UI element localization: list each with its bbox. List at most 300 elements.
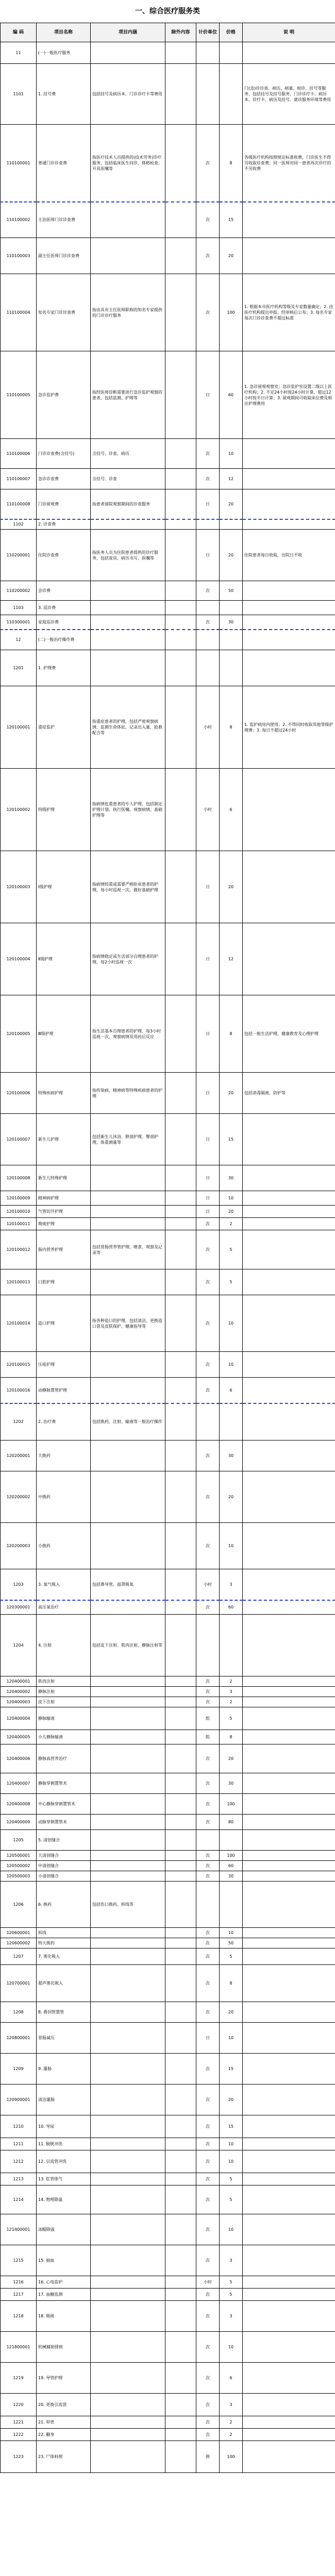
cell-unit: 次 [196, 1269, 220, 1295]
cell-unit: 次 [196, 2138, 220, 2150]
cell-name: 13. 肛管排气 [37, 2173, 91, 2185]
cell-exclusion [165, 2289, 196, 2301]
cell-name: 家庭巡诊费 [37, 615, 91, 630]
cell-content [91, 2332, 165, 2363]
cell-content [91, 630, 165, 650]
cell-note [243, 2023, 335, 2054]
cell-price: 8 [220, 1965, 243, 2002]
cell-price: 2 [220, 1218, 243, 1230]
table-row [1, 615, 335, 630]
table-row [1, 1523, 335, 1569]
cell-unit: 次 [196, 1871, 220, 1882]
cell-code: 120900001 [1, 2084, 37, 2115]
cell-price [220, 1830, 243, 1851]
cell-unit: 小时 [196, 2276, 220, 2289]
cell-exclusion [165, 923, 196, 995]
cell-unit: 次 [196, 2054, 220, 2084]
cell-note [243, 923, 335, 995]
cell-unit: 次 [196, 1794, 220, 1815]
cell-price: 5 [220, 2289, 243, 2301]
cell-unit: 日 [196, 489, 220, 519]
cell-exclusion [165, 1218, 196, 1230]
cell-code: 1203 [1, 1569, 37, 1600]
cell-code: 120100001 [1, 686, 37, 769]
cell-name: 16. 心电监护 [37, 2276, 91, 2289]
table-row [1, 64, 335, 125]
cell-name: 造口护理 [37, 1295, 91, 1352]
cell-exclusion [165, 2429, 196, 2441]
cell-price: 20 [220, 238, 243, 274]
cell-code: 110200002 [1, 581, 37, 601]
cell-note [243, 439, 335, 469]
cell-code: 110100003 [1, 238, 37, 274]
cell-name: 胃肠减压 [37, 2023, 91, 2054]
table-row [1, 2429, 335, 2441]
cell-content [91, 1471, 165, 1523]
cell-name: Ⅰ级护理 [37, 851, 91, 923]
cell-unit: 次 [196, 2245, 220, 2276]
cell-name: 21. 叩背 [37, 2416, 91, 2429]
cell-note [243, 1861, 335, 1871]
cell-note [243, 2416, 335, 2429]
cell-price [220, 1403, 243, 1440]
cell-name: 机械辅助排痰 [37, 2332, 91, 2363]
cell-note [243, 1165, 335, 1191]
cell-exclusion [165, 351, 196, 439]
cell-note [243, 1815, 335, 1830]
cell-note [243, 1440, 335, 1471]
table-row [1, 2115, 335, 2138]
cell-exclusion [165, 1687, 196, 1697]
cell-code: 1220 [1, 2394, 37, 2416]
cell-code: 120100010 [1, 1206, 37, 1218]
cell-price: 3 [220, 2301, 243, 2332]
cell-price: 20 [220, 2084, 243, 2115]
cell-exclusion [165, 2276, 196, 2289]
cell-unit: 次 [196, 2173, 220, 2185]
cell-name: 1. 护理费 [37, 650, 91, 686]
cell-unit: 次 [196, 1230, 220, 1269]
cell-name: 中换药 [37, 1471, 91, 1523]
cell-unit: 次 [196, 238, 220, 274]
table-row [1, 2276, 335, 2289]
cell-content: 指病情稳定或生活部分自理患者的护理，每2小时巡视一次 [91, 923, 165, 995]
cell-code: 1219 [1, 2363, 37, 2394]
cell-note [243, 2429, 335, 2441]
cell-content [91, 2276, 165, 2289]
cell-content [91, 1744, 165, 1773]
cell-name: 精神病护理 [37, 1191, 91, 1206]
cell-exclusion [165, 2173, 196, 2185]
table-row [1, 42, 335, 64]
cell-code: 120500003 [1, 1871, 37, 1882]
cell-content [91, 1851, 165, 1861]
cell-exclusion [165, 1295, 196, 1352]
cell-exclusion [165, 2245, 196, 2276]
cell-code: 121800001 [1, 2332, 37, 2363]
cell-price: 2 [220, 2416, 243, 2429]
cell-price: 3 [220, 2394, 243, 2416]
cell-content [91, 1676, 165, 1687]
cell-exclusion [165, 1730, 196, 1744]
cell-exclusion [165, 1794, 196, 1815]
cell-unit: 次 [196, 1815, 220, 1830]
cell-content [91, 2441, 165, 2473]
cell-note [243, 1295, 335, 1352]
table-row [1, 1403, 335, 1440]
cell-exclusion [165, 1871, 196, 1882]
cell-price: 2 [220, 1676, 243, 1687]
cell-unit: 次 [196, 439, 220, 469]
cell-name: (一)一般医疗服务 [37, 42, 91, 64]
cell-note [243, 650, 335, 686]
cell-unit: 次 [196, 1600, 220, 1615]
cell-exclusion [165, 2185, 196, 2214]
cell-price: 10 [220, 1191, 243, 1206]
cell-price [220, 1615, 243, 1676]
cell-code: 120100014 [1, 1295, 37, 1352]
cell-content: 指经医师诊断需要进行急诊监护观察的患者，包括监测、护理等 [91, 351, 165, 439]
cell-unit: 日 [196, 995, 220, 1073]
cell-name: 大换药 [37, 1440, 91, 1471]
cell-exclusion [165, 1882, 196, 1928]
cell-exclusion [165, 581, 196, 601]
cell-content [91, 2084, 165, 2115]
cell-note [243, 2214, 335, 2245]
cell-code: 120100006 [1, 1073, 37, 1114]
cell-unit: 次 [196, 2214, 220, 2245]
cell-note [243, 1730, 335, 1744]
cell-content [91, 2214, 165, 2245]
cell-name: 12. 引流管冲洗 [37, 2150, 91, 2173]
cell-note [243, 1471, 335, 1523]
cell-name: 15. 抽血 [37, 2245, 91, 2276]
table-row [1, 1794, 335, 1815]
table-row [1, 519, 335, 530]
cell-price: 6 [220, 2363, 243, 2394]
cell-content: 指传染病、精神病等特殊疾病患者的护理 [91, 1073, 165, 1114]
cell-content [91, 2023, 165, 2054]
cell-note [243, 2332, 335, 2363]
cell-unit: 次 [196, 2416, 220, 2429]
cell-note [243, 2002, 335, 2023]
table-row [1, 1230, 335, 1269]
cell-exclusion [165, 238, 196, 274]
cell-code: 120300001 [1, 1600, 37, 1615]
table-row [1, 2245, 335, 2276]
cell-code: 1209 [1, 2054, 37, 2084]
cell-price: 6 [220, 1378, 243, 1403]
cell-unit: 次 [196, 274, 220, 351]
table-row [1, 2332, 335, 2363]
cell-code: 1221 [1, 2416, 37, 2429]
cell-exclusion [165, 2441, 196, 2473]
cell-note: 住院患者每日收取，出院日不收 [243, 530, 335, 581]
cell-code: 1103 [1, 601, 37, 615]
cell-price: 10 [220, 2332, 243, 2363]
cell-exclusion [165, 2002, 196, 2023]
cell-content [91, 1830, 165, 1851]
cell-note: 包括一般生活护理、健康教育及心理护理 [243, 995, 335, 1073]
table-row [1, 2363, 335, 2394]
cell-name: 2. 治疗费 [37, 1403, 91, 1440]
cell-code: 120100004 [1, 923, 37, 995]
table-row [1, 1165, 335, 1191]
cell-note [243, 42, 335, 64]
cell-content: 指病情危重患者的专人护理，包括制定护理计划、执行医嘱、观察病情、基础护理等 [91, 769, 165, 851]
cell-content [91, 1948, 165, 1965]
cell-code: 110100002 [1, 202, 37, 238]
cell-unit: 次 [196, 2115, 220, 2138]
cell-name: 压疮护理 [37, 1352, 91, 1378]
cell-content [91, 2289, 165, 2301]
cell-exclusion [165, 1403, 196, 1440]
cell-code: 1222 [1, 2429, 37, 2441]
cell-price: 5 [220, 2185, 243, 2214]
cell-note [243, 1191, 335, 1206]
cell-content [91, 1218, 165, 1230]
document-title: 一、综合医疗服务类 [135, 7, 200, 15]
cell-note [243, 1230, 335, 1269]
cell-note [243, 1615, 335, 1676]
cell-content [91, 601, 165, 615]
cell-note [243, 1928, 335, 1938]
cell-unit: 次 [196, 1938, 220, 1948]
cell-note [243, 1378, 335, 1403]
cell-code: 1202 [1, 1403, 37, 1440]
table-row [1, 1569, 335, 1600]
cell-code: 120400005 [1, 1730, 37, 1744]
cell-code: 110100004 [1, 274, 37, 351]
cell-price: 20 [220, 1744, 243, 1773]
cell-unit: 小时 [196, 1569, 220, 1600]
cell-exclusion [165, 1773, 196, 1794]
table-row [1, 1861, 335, 1871]
cell-code: 120100002 [1, 769, 37, 851]
cell-price: 100 [220, 274, 243, 351]
cell-exclusion [165, 519, 196, 530]
cell-price: 10 [220, 2214, 243, 2245]
cell-name: 高压氧治疗 [37, 1600, 91, 1615]
cell-code: 110100001 [1, 125, 37, 202]
cell-price: 20 [220, 2002, 243, 2023]
cell-code: 1102 [1, 519, 37, 530]
cell-unit: 次 [196, 2289, 220, 2301]
table-row [1, 1218, 335, 1230]
table-row [1, 2185, 335, 2214]
cell-note [243, 1569, 335, 1600]
cell-name: 静脉高营养治疗 [37, 1744, 91, 1773]
cell-exclusion [165, 2138, 196, 2150]
cell-content [91, 1773, 165, 1794]
cell-exclusion [165, 1938, 196, 1948]
cell-note [243, 2138, 335, 2150]
cell-unit: 组 [196, 1730, 220, 1744]
cell-unit: 次 [196, 2185, 220, 2214]
cell-content [91, 2002, 165, 2023]
table-row [1, 1687, 335, 1697]
cell-code: 1208 [1, 2002, 37, 2023]
cell-unit: 次 [196, 1295, 220, 1352]
cell-exclusion [165, 125, 196, 202]
cell-exclusion [165, 2301, 196, 2332]
cell-content [91, 1378, 165, 1403]
cell-unit [196, 601, 220, 615]
cell-unit [196, 42, 220, 64]
cell-price: 10 [220, 2150, 243, 2173]
cell-name: 20. 更换引流袋 [37, 2394, 91, 2416]
cell-exclusion [165, 1815, 196, 1830]
cell-name: 小清创缝合 [37, 1871, 91, 1882]
table-row [1, 489, 335, 519]
cell-code: 1213 [1, 2173, 37, 2185]
header-code: 编 码 [1, 23, 37, 42]
cell-unit: 日 [196, 2023, 220, 2054]
cell-price: 15 [220, 1114, 243, 1165]
cell-name: 大清创缝合 [37, 1851, 91, 1861]
cell-price [220, 519, 243, 530]
cell-name: 小换药 [37, 1523, 91, 1569]
cell-price: 12 [220, 923, 243, 995]
cell-unit: 次 [196, 1676, 220, 1687]
cell-exclusion [165, 630, 196, 650]
cell-name: 急诊监护费 [37, 351, 91, 439]
cell-exclusion [165, 615, 196, 630]
cell-code: 120400004 [1, 1707, 37, 1730]
cell-code: 1101 [1, 64, 37, 125]
cell-content: 包括换药、注射、输液等一般治疗操作 [91, 1403, 165, 1440]
cell-exclusion [165, 530, 196, 581]
table-row [1, 1871, 335, 1882]
table-row [1, 1191, 335, 1206]
cell-content: 含挂号、诊查 [91, 469, 165, 489]
cell-content [91, 2429, 165, 2441]
cell-code: 120100009 [1, 1191, 37, 1206]
header-exclusion: 除外内容 [165, 23, 196, 42]
cell-note [243, 1794, 335, 1815]
cell-price [220, 42, 243, 64]
table-row [1, 1707, 335, 1730]
cell-name: 皮下注射 [37, 1697, 91, 1707]
cell-name: 11. 膀胱冲洗 [37, 2138, 91, 2150]
cell-price: 60 [220, 351, 243, 439]
cell-content [91, 1206, 165, 1218]
cell-exclusion [165, 769, 196, 851]
cell-unit: 组 [196, 1707, 220, 1730]
cell-price: 10 [220, 1523, 243, 1569]
table-row [1, 769, 335, 851]
table-body [1, 42, 335, 2473]
cell-note: 各级医疗机构按照规定标准收费，门诊医生不得另收取诊查费；同一医师对同一患者再次诊疗的不另收费 [243, 125, 335, 202]
cell-content: 包括鼻导管、面罩吸氧 [91, 1569, 165, 1600]
cell-content [91, 1440, 165, 1471]
cell-price [220, 64, 243, 125]
cell-unit: 次 [196, 1697, 220, 1707]
cell-content [91, 202, 165, 238]
cell-code: 121400001 [1, 2214, 37, 2245]
cell-name: 超声雾化吸入 [37, 1965, 91, 2002]
cell-price: 20 [220, 530, 243, 581]
cell-content: 包括挂号及病历本、门诊诊疗卡等费用 [91, 64, 165, 125]
cell-name: 清洁灌肠 [37, 2084, 91, 2115]
cell-price: 30 [220, 1773, 243, 1794]
cell-name: 4. 注射 [37, 1615, 91, 1676]
cell-name: 3. 巡诊费 [37, 601, 91, 615]
cell-code: 1214 [1, 2185, 37, 2214]
cell-price: 8 [220, 125, 243, 202]
cell-note [243, 2441, 335, 2473]
cell-note [243, 2084, 335, 2115]
cell-name: 肌肉注射 [37, 1676, 91, 1687]
cell-name: 小儿静脉输液 [37, 1730, 91, 1744]
cell-name: 中心静脉穿刺置管术 [37, 1794, 91, 1815]
cell-exclusion [165, 439, 196, 469]
cell-unit: 次 [196, 2363, 220, 2394]
cell-content [91, 2245, 165, 2276]
cell-unit: 日 [196, 1191, 220, 1206]
cell-unit: 日 [196, 530, 220, 581]
cell-name: 住院诊查费 [37, 530, 91, 581]
table-row [1, 1744, 335, 1773]
table-row [1, 1471, 335, 1523]
cell-code: 110100008 [1, 489, 37, 519]
cell-unit [196, 650, 220, 686]
cell-unit: 日 [196, 351, 220, 439]
table-row [1, 2023, 335, 2054]
table-row [1, 650, 335, 686]
cell-exclusion [165, 1440, 196, 1471]
cell-code: 12 [1, 630, 37, 650]
cell-name: 新生儿特殊护理 [37, 1165, 91, 1191]
cell-name: 5. 清创缝合 [37, 1830, 91, 1851]
cell-exclusion [165, 1965, 196, 2002]
cell-note [243, 1523, 335, 1569]
cell-content [91, 1794, 165, 1815]
header-name: 项目名称 [37, 23, 91, 42]
cell-content: 指医疗技术人员提供的(技术劳务)诊疗服务，包括临床医生问诊、体格检查、开具医嘱等 [91, 125, 165, 202]
header-unit: 计价单位 [196, 23, 220, 42]
cell-unit: 日 [196, 1165, 220, 1191]
cell-code: 110300001 [1, 615, 37, 630]
table-row [1, 2150, 335, 2173]
cell-note [243, 1600, 335, 1615]
cell-unit: 日 [196, 923, 220, 995]
cell-price: 5 [220, 1230, 243, 1269]
table-row [1, 1882, 335, 1928]
cell-note [243, 2054, 335, 2084]
table-row [1, 2441, 335, 2473]
table-row [1, 630, 335, 650]
cell-exclusion [165, 1352, 196, 1378]
cell-price: 3 [220, 1687, 243, 1697]
cell-price: 8 [220, 995, 243, 1073]
cell-price: 10 [220, 1352, 243, 1378]
cell-content [91, 1871, 165, 1882]
cell-content: 包括伤口换药、拆线等 [91, 1882, 165, 1928]
cell-price: 10 [220, 2138, 243, 2150]
cell-content [91, 1707, 165, 1730]
cell-price: 5 [220, 1948, 243, 1965]
cell-name: 6. 换药 [37, 1882, 91, 1928]
cell-price: 100 [220, 1851, 243, 1861]
cell-price: 3 [220, 2245, 243, 2276]
cell-note [243, 2150, 335, 2173]
cell-code: 1211 [1, 2138, 37, 2150]
cell-code: 11 [1, 42, 37, 64]
cell-content [91, 1965, 165, 2002]
cell-price: 30 [220, 615, 243, 630]
cell-code: 120400006 [1, 1744, 37, 1773]
